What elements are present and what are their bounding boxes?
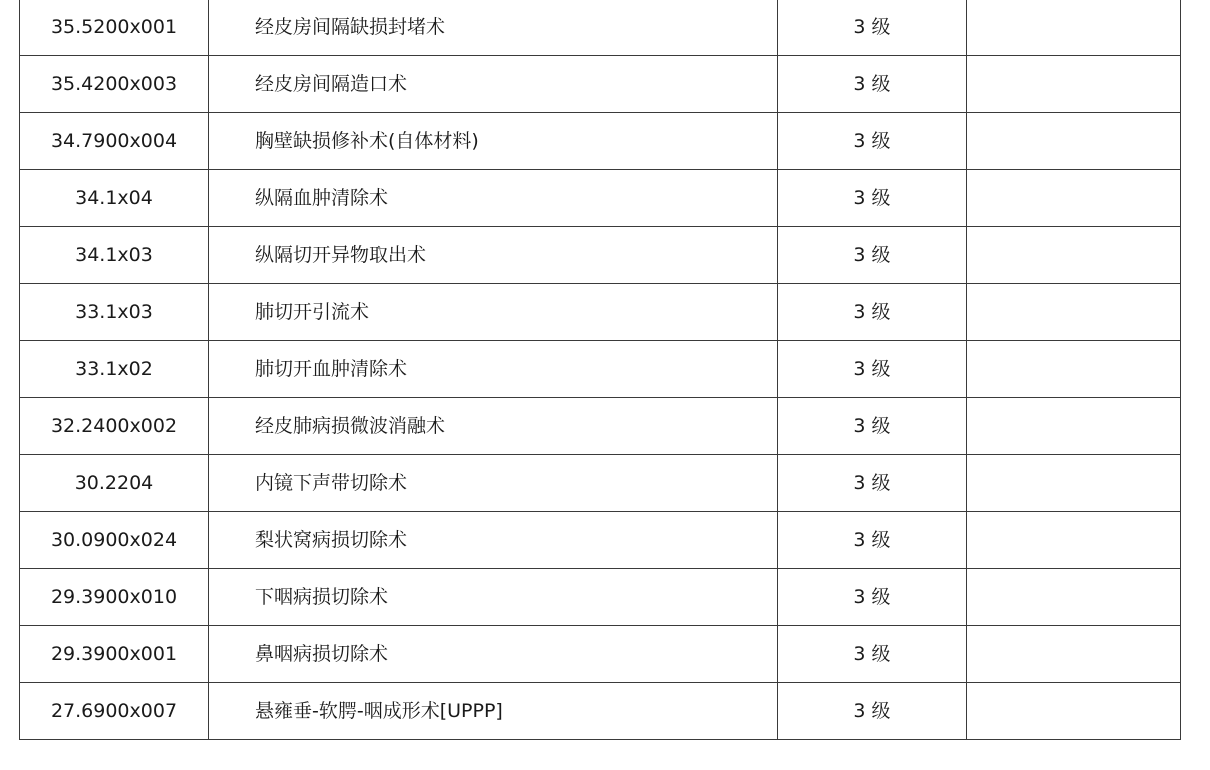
- procedure-code-cell: 33.1x02: [20, 341, 209, 398]
- procedure-code-cell: 30.2204: [20, 455, 209, 512]
- procedure-level-cell: 3 级: [778, 284, 967, 341]
- procedure-code-cell: 34.1x04: [20, 170, 209, 227]
- procedure-name-cell: 经皮房间隔缺损封堵术: [209, 0, 778, 56]
- table-row: [20, 512, 1181, 569]
- procedure-level-cell: 3 级: [778, 227, 967, 284]
- procedure-name-cell: 悬雍垂-软腭-咽成形术[UPPP]: [209, 683, 778, 740]
- table-row: [20, 398, 1181, 455]
- procedure-code-cell: 29.3900x010: [20, 569, 209, 626]
- procedure-code-cell: 33.1x03: [20, 284, 209, 341]
- procedure-code-cell: 27.6900x007: [20, 683, 209, 740]
- procedure-note-cell: [967, 284, 1181, 341]
- procedure-note-cell: [967, 0, 1181, 56]
- procedure-level-cell: 3 级: [778, 455, 967, 512]
- table-row: [20, 227, 1181, 284]
- procedure-level-cell: 3 级: [778, 341, 967, 398]
- procedure-name-cell: 鼻咽病损切除术: [209, 626, 778, 683]
- table-row: [20, 113, 1181, 170]
- procedure-level-cell: 3 级: [778, 626, 967, 683]
- procedure-note-cell: [967, 341, 1181, 398]
- procedure-code-cell: 34.1x03: [20, 227, 209, 284]
- procedure-note-cell: [967, 569, 1181, 626]
- procedure-level-cell: 3 级: [778, 170, 967, 227]
- table-row: [20, 56, 1181, 113]
- procedure-code-cell: 32.2400x002: [20, 398, 209, 455]
- procedure-code-cell: 35.5200x001: [20, 0, 209, 56]
- table-row: [20, 0, 1181, 56]
- table-row: [20, 455, 1181, 512]
- procedure-note-cell: [967, 512, 1181, 569]
- procedure-table: [19, 0, 1181, 740]
- procedure-note-cell: [967, 56, 1181, 113]
- procedure-code-cell: 29.3900x001: [20, 626, 209, 683]
- table-row: [20, 341, 1181, 398]
- procedure-level-cell: 3 级: [778, 512, 967, 569]
- procedure-level-cell: 3 级: [778, 0, 967, 56]
- procedure-note-cell: [967, 227, 1181, 284]
- procedure-name-cell: 肺切开血肿清除术: [209, 341, 778, 398]
- procedure-name-cell: 下咽病损切除术: [209, 569, 778, 626]
- procedure-note-cell: [967, 170, 1181, 227]
- procedure-level-cell: 3 级: [778, 113, 967, 170]
- table-row: [20, 284, 1181, 341]
- procedure-name-cell: 纵隔血肿清除术: [209, 170, 778, 227]
- procedure-name-cell: 胸壁缺损修补术(自体材料): [209, 113, 778, 170]
- procedure-table-body: [20, 0, 1181, 740]
- procedure-code-cell: 30.0900x024: [20, 512, 209, 569]
- procedure-note-cell: [967, 398, 1181, 455]
- table-row: [20, 626, 1181, 683]
- procedure-level-cell: 3 级: [778, 683, 967, 740]
- procedure-level-cell: 3 级: [778, 398, 967, 455]
- procedure-name-cell: 纵隔切开异物取出术: [209, 227, 778, 284]
- procedure-name-cell: 经皮房间隔造口术: [209, 56, 778, 113]
- table-row: [20, 683, 1181, 740]
- procedure-note-cell: [967, 626, 1181, 683]
- procedure-table-container: [19, 0, 1180, 740]
- procedure-code-cell: 34.7900x004: [20, 113, 209, 170]
- procedure-name-cell: 经皮肺病损微波消融术: [209, 398, 778, 455]
- procedure-name-cell: 内镜下声带切除术: [209, 455, 778, 512]
- table-row: [20, 170, 1181, 227]
- procedure-note-cell: [967, 683, 1181, 740]
- procedure-name-cell: 肺切开引流术: [209, 284, 778, 341]
- procedure-name-cell: 梨状窝病损切除术: [209, 512, 778, 569]
- table-row: [20, 569, 1181, 626]
- procedure-note-cell: [967, 113, 1181, 170]
- procedure-code-cell: 35.4200x003: [20, 56, 209, 113]
- procedure-level-cell: 3 级: [778, 56, 967, 113]
- procedure-note-cell: [967, 455, 1181, 512]
- procedure-level-cell: 3 级: [778, 569, 967, 626]
